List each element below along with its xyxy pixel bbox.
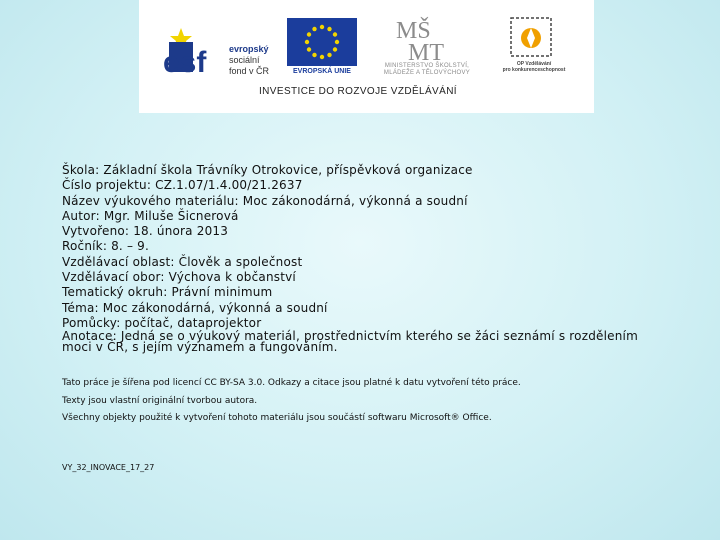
material-code: VY_32_INOVACE_17_27 xyxy=(62,463,155,472)
eu-flag-icon xyxy=(287,18,357,66)
info-education-field: Vzdělávací obor: Výchova k občanství xyxy=(62,270,296,285)
eu-star xyxy=(327,53,331,57)
esf-logo xyxy=(161,14,223,76)
eu-star xyxy=(333,47,337,51)
eu-star xyxy=(333,32,337,36)
esf-line-3: fond v ČR xyxy=(229,66,270,76)
info-annotation: Anotace: Jedná se o výukový materiál, prostřednictvím kterého se žáci seznámí s rozdělením moci v ČR, s jejím významem a fungováním. xyxy=(62,329,638,355)
license-notice xyxy=(62,375,662,428)
info-created: Vytvořeno: 18. února 2013 xyxy=(62,224,229,239)
info-tools: Pomůcky: počítač, dataprojektor xyxy=(62,315,262,330)
op-logo xyxy=(507,14,555,60)
info-grade: Ročník: 8. – 9. xyxy=(62,239,150,254)
license-line-1: Tato práce je šířena pod licencí CC BY-SA 3.0. Odkazy a citace jsou platné k datu vytvoření této práce. xyxy=(62,378,521,388)
op-label xyxy=(489,61,579,73)
info-topic: Téma: Moc zákonodárná, výkonná a soudní xyxy=(62,300,328,315)
msmt-label-line-1: MINISTERSTVO ŠKOLSTVÍ, xyxy=(384,63,470,69)
logo-banner xyxy=(139,0,594,113)
eu-star xyxy=(327,27,331,31)
license-line-2: Texty jsou vlastní originální tvorbou autora. xyxy=(62,395,258,406)
eu-star xyxy=(312,27,316,31)
op-label-line-2: pro konkurenceschopnost xyxy=(502,67,566,73)
logos-row xyxy=(139,0,594,83)
eu-star xyxy=(307,32,311,36)
info-education-area: Vzdělávací oblast: Člověk a společnost xyxy=(62,254,303,269)
msmt-label-line-2: MLÁDEŽE A TĚLOVÝCHOVY xyxy=(383,70,471,76)
esf-wordmark xyxy=(229,44,269,77)
eu-star xyxy=(335,40,339,44)
eu-star xyxy=(312,53,316,57)
info-author: Autor: Mgr. Miluše Šicnerová xyxy=(62,208,239,223)
info-school: Škola: Základní škola Trávníky Otrokovice, příspěvková organizace xyxy=(62,163,473,177)
eu-star xyxy=(320,55,324,59)
esf-line-2: sociální xyxy=(229,55,260,65)
eu-label: EVROPSKÁ UNIE xyxy=(293,68,351,75)
svg-text:esf: esf xyxy=(163,46,207,76)
eu-star xyxy=(305,40,309,44)
eu-star xyxy=(320,25,324,29)
op-label-line-1: OP Vzdělávání xyxy=(516,61,552,67)
investice-slogan: INVESTICE DO ROZVOJE VZDĚLÁVÁNÍ xyxy=(259,86,457,97)
eu-star xyxy=(307,47,311,51)
info-material-name: Název výukového materiálu: Moc zákonodárná, výkonná a soudní xyxy=(62,193,468,208)
msmt-logo xyxy=(394,14,454,62)
svg-text:MŠ: MŠ xyxy=(396,18,431,44)
info-thematic-area: Tematický okruh: Právní minimum xyxy=(62,285,273,300)
material-info xyxy=(62,163,662,353)
info-project-number: Číslo projektu: CZ.1.07/1.4.00/21.2637 xyxy=(62,178,303,193)
svg-text:MT: MT xyxy=(408,40,444,62)
msmt-label xyxy=(367,63,487,77)
license-line-3: Všechny objekty použité k vytvoření tohoto materiálu jsou součástí softwaru Microsoft® Office. xyxy=(62,413,492,423)
esf-line-1: evropský xyxy=(229,44,269,54)
